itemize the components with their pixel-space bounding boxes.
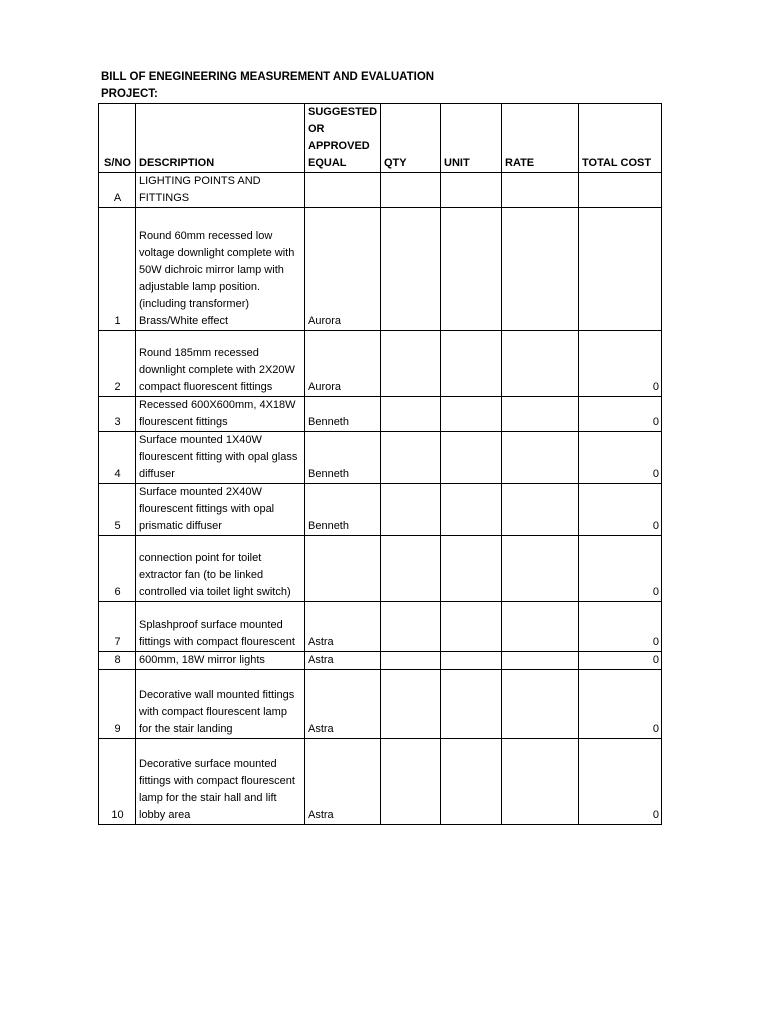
table-row xyxy=(99,432,662,484)
cell-rate xyxy=(502,670,579,739)
cell-description: Surface mounted 1X40W flourescent fitting with opal glass diffuser xyxy=(136,432,305,484)
table-row xyxy=(99,397,662,432)
table-row xyxy=(99,602,662,652)
table-row xyxy=(99,484,662,536)
document-title: BILL OF ENEGINEERING MEASUREMENT AND EVALUATION xyxy=(101,71,435,83)
header-row xyxy=(99,104,662,173)
cell-sno: 7 xyxy=(99,602,136,652)
table-row xyxy=(99,208,662,331)
empty-cell xyxy=(502,173,579,208)
cell-suggested: Astra xyxy=(305,602,381,652)
cell-description: 600mm, 18W mirror lights xyxy=(136,652,305,670)
cell-sno: 9 xyxy=(99,670,136,739)
cell-suggested xyxy=(305,536,381,602)
cell-qty xyxy=(381,670,441,739)
cell-rate xyxy=(502,484,579,536)
cell-description: Surface mounted 2X40W flourescent fittings with opal prismatic diffuser xyxy=(136,484,305,536)
cell-sno: 4 xyxy=(99,432,136,484)
table-row xyxy=(99,670,662,739)
cell-rate xyxy=(502,602,579,652)
cell-suggested: Benneth xyxy=(305,432,381,484)
header-total: TOTAL COST xyxy=(579,104,662,173)
header-qty: QTY xyxy=(381,104,441,173)
cell-sno: 8 xyxy=(99,652,136,670)
cell-total: 0 xyxy=(579,432,662,484)
header-description: DESCRIPTION xyxy=(136,104,305,173)
cell-rate xyxy=(502,652,579,670)
cell-rate xyxy=(502,331,579,397)
table-row xyxy=(99,331,662,397)
cell-total: 0 xyxy=(579,602,662,652)
cell-unit xyxy=(441,331,502,397)
cell-description: Round 60mm recessed low voltage downlight complete with 50W dichroic mirror lamp with adjustable lamp position. (including transformer) Brass/White effect xyxy=(136,208,305,331)
cell-suggested: Astra xyxy=(305,652,381,670)
table-row xyxy=(99,652,662,670)
cell-description: Splashproof surface mounted fittings with compact flourescent xyxy=(136,602,305,652)
project-label: PROJECT: xyxy=(101,88,158,100)
cell-unit xyxy=(441,602,502,652)
cell-unit xyxy=(441,670,502,739)
cell-suggested: Astra xyxy=(305,739,381,825)
cell-description: Decorative wall mounted fittings with compact flourescent lamp for the stair landing xyxy=(136,670,305,739)
cell-sno: 1 xyxy=(99,208,136,331)
cell-total: 0 xyxy=(579,652,662,670)
cell-total xyxy=(579,208,662,331)
cell-total: 0 xyxy=(579,397,662,432)
cell-sno: 10 xyxy=(99,739,136,825)
cell-sno: 6 xyxy=(99,536,136,602)
bill-of-quantities-table xyxy=(98,103,662,825)
header-rate: RATE xyxy=(502,104,579,173)
cell-suggested: Aurora xyxy=(305,331,381,397)
cell-unit xyxy=(441,652,502,670)
cell-description: Recessed 600X600mm, 4X18W flourescent fittings xyxy=(136,397,305,432)
cell-rate xyxy=(502,739,579,825)
cell-sno: 3 xyxy=(99,397,136,432)
cell-total: 0 xyxy=(579,739,662,825)
cell-qty xyxy=(381,739,441,825)
cell-rate xyxy=(502,536,579,602)
cell-qty xyxy=(381,331,441,397)
cell-suggested: Aurora xyxy=(305,208,381,331)
cell-unit xyxy=(441,536,502,602)
cell-rate xyxy=(502,432,579,484)
cell-rate xyxy=(502,397,579,432)
cell-description: Round 185mm recessed downlight complete with 2X20W compact fluorescent fittings xyxy=(136,331,305,397)
cell-sno: 5 xyxy=(99,484,136,536)
cell-qty xyxy=(381,432,441,484)
cell-suggested: Astra xyxy=(305,670,381,739)
cell-total: 0 xyxy=(579,536,662,602)
cell-total: 0 xyxy=(579,670,662,739)
empty-cell xyxy=(381,173,441,208)
cell-qty xyxy=(381,397,441,432)
cell-unit xyxy=(441,397,502,432)
table-row xyxy=(99,739,662,825)
cell-qty xyxy=(381,536,441,602)
cell-description: Decorative surface mounted fittings with compact flourescent lamp for the stair hall and lift lobby area xyxy=(136,739,305,825)
cell-unit xyxy=(441,739,502,825)
empty-cell xyxy=(579,173,662,208)
cell-qty xyxy=(381,208,441,331)
table-row xyxy=(99,536,662,602)
cell-sno: 2 xyxy=(99,331,136,397)
cell-unit xyxy=(441,484,502,536)
cell-qty xyxy=(381,484,441,536)
header-sno: S/NO xyxy=(99,104,136,173)
header-suggested: SUGGESTED OR APPROVED EQUAL xyxy=(305,104,381,173)
cell-qty xyxy=(381,652,441,670)
cell-unit xyxy=(441,208,502,331)
empty-cell xyxy=(441,173,502,208)
cell-qty xyxy=(381,602,441,652)
section-row xyxy=(99,173,662,208)
section-description: LIGHTING POINTS AND FITTINGS xyxy=(136,173,305,208)
empty-cell xyxy=(305,173,381,208)
header-unit: UNIT xyxy=(441,104,502,173)
cell-rate xyxy=(502,208,579,331)
cell-total: 0 xyxy=(579,484,662,536)
cell-suggested: Benneth xyxy=(305,397,381,432)
section-sno: A xyxy=(99,173,136,208)
cell-total: 0 xyxy=(579,331,662,397)
cell-description: connection point for toilet extractor fan (to be linked controlled via toilet light switch) xyxy=(136,536,305,602)
cell-unit xyxy=(441,432,502,484)
cell-suggested: Benneth xyxy=(305,484,381,536)
